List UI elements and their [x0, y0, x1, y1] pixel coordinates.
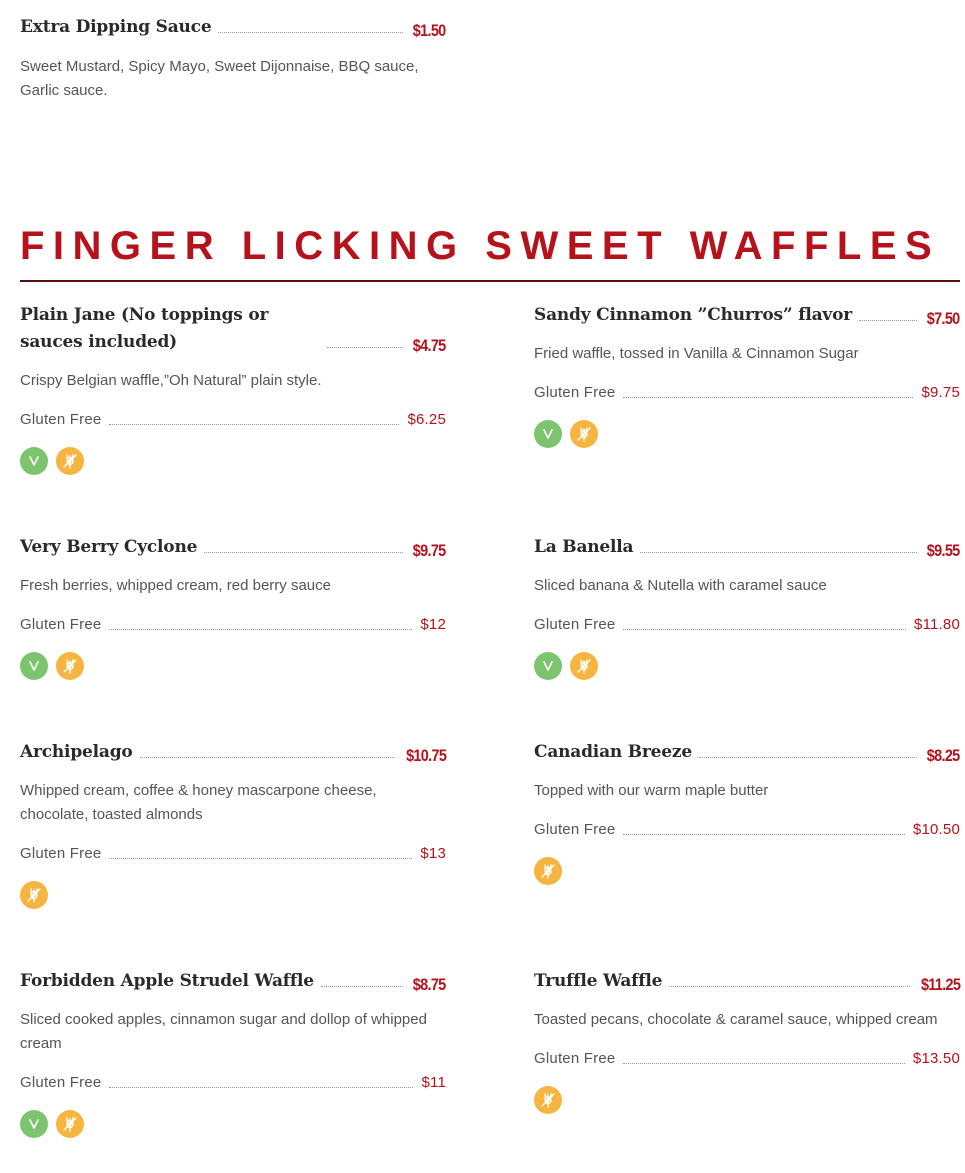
menu-item	[534, 302, 960, 448]
dot-leader	[623, 629, 906, 630]
dot-leader	[218, 32, 403, 33]
gluten-free-price: $11	[421, 1074, 446, 1091]
gluten-free-price: $6.25	[407, 411, 446, 428]
vegan-icon	[20, 652, 48, 680]
item-price: $9.55	[927, 541, 960, 560]
gluten-free-icon	[570, 652, 598, 680]
item-description: Sweet Mustard, Spicy Mayo, Sweet Dijonnaise, BBQ sauce, Garlic sauce.	[20, 58, 419, 99]
gluten-free-label: Gluten Free	[534, 616, 616, 633]
item-name: Forbidden Apple Strudel Waffle	[20, 971, 314, 991]
item-header	[20, 302, 446, 356]
item-description: Fried waffle, tossed in Vanilla & Cinnamon Sugar	[534, 345, 859, 362]
dot-leader	[140, 757, 395, 758]
gluten-free-row	[20, 611, 446, 635]
diet-icons	[534, 857, 960, 885]
section-title: FINGER LICKING SWEET WAFFLES	[20, 224, 941, 268]
gluten-free-row	[20, 840, 446, 864]
item-description: Sliced cooked apples, cinnamon sugar and dollop of whipped cream	[20, 1011, 427, 1052]
diet-icons	[20, 1110, 446, 1138]
item-header	[534, 968, 960, 995]
gluten-free-price: $13	[420, 845, 446, 862]
vegan-icon	[534, 420, 562, 448]
item-name: La Banella	[534, 537, 634, 557]
item-name: Canadian Breeze	[534, 742, 692, 762]
item-price: $1.50	[413, 21, 446, 40]
diet-icons	[534, 652, 960, 680]
menu-item	[20, 739, 446, 909]
gluten-free-label: Gluten Free	[534, 821, 616, 838]
item-price: $7.50	[927, 309, 960, 328]
item-header	[20, 534, 446, 561]
gluten-free-row	[20, 406, 446, 430]
dot-leader	[623, 397, 913, 398]
item-header	[20, 14, 446, 41]
item-price: $9.75	[413, 541, 446, 560]
item-price: $4.75	[413, 336, 446, 355]
gluten-free-icon	[56, 447, 84, 475]
gluten-free-icon	[534, 1086, 562, 1114]
section-divider	[20, 280, 960, 282]
dot-leader	[321, 986, 404, 987]
item-description: Crispy Belgian waffle,”Oh Natural” plain style.	[20, 372, 322, 389]
item-header	[534, 534, 960, 561]
gluten-free-icon	[56, 652, 84, 680]
item-name: Extra Dipping Sauce	[20, 17, 212, 37]
diet-icons	[534, 1086, 960, 1114]
gluten-free-row	[534, 611, 960, 635]
menu-item	[20, 534, 446, 680]
vegan-icon	[534, 652, 562, 680]
gluten-free-icon	[570, 420, 598, 448]
diet-icons	[534, 420, 960, 448]
menu-item	[20, 968, 446, 1138]
vegan-icon	[20, 447, 48, 475]
item-header	[534, 739, 960, 766]
item-name: Very Berry Cyclone	[20, 537, 198, 557]
dot-leader	[859, 320, 917, 321]
gluten-free-price: $9.75	[921, 384, 960, 401]
dot-leader	[640, 552, 917, 553]
dot-leader	[109, 1087, 413, 1088]
gluten-free-row	[534, 1045, 960, 1069]
vegan-icon	[20, 1110, 48, 1138]
dot-leader	[669, 986, 909, 987]
item-description: Sliced banana & Nutella with caramel sauce	[534, 577, 827, 594]
item-header	[20, 968, 446, 995]
gluten-free-row	[534, 816, 960, 840]
dot-leader	[109, 858, 412, 859]
dot-leader	[327, 347, 403, 348]
gluten-free-icon	[534, 857, 562, 885]
item-name: Plain Jane (No toppings or sauces included)	[20, 305, 269, 352]
gluten-free-price: $11.80	[914, 616, 960, 633]
item-name: Archipelago	[20, 742, 133, 762]
item-name: Truffle Waffle	[534, 971, 663, 991]
diet-icons	[20, 447, 446, 475]
item-description: Fresh berries, whipped cream, red berry sauce	[20, 577, 331, 594]
dot-leader	[109, 629, 412, 630]
item-price: $8.75	[413, 975, 446, 994]
dot-leader	[204, 552, 403, 553]
dot-leader	[699, 757, 917, 758]
gluten-free-row	[20, 1069, 446, 1093]
gluten-free-price: $12	[420, 616, 446, 633]
menu-item	[20, 302, 446, 475]
menu-item	[534, 739, 960, 885]
dot-leader	[623, 834, 905, 835]
item-header	[20, 739, 446, 766]
gluten-free-label: Gluten Free	[534, 384, 616, 401]
item-description: Whipped cream, coffee & honey mascarpone cheese, chocolate, toasted almonds	[20, 782, 377, 823]
menu-item	[534, 534, 960, 680]
dot-leader	[109, 424, 399, 425]
item-description: Topped with our warm maple butter	[534, 782, 769, 799]
dot-leader	[623, 1063, 905, 1064]
gluten-free-label: Gluten Free	[534, 1050, 616, 1067]
gluten-free-label: Gluten Free	[20, 411, 102, 428]
diet-icons	[20, 881, 446, 909]
item-name: Sandy Cinnamon ”Churros” flavor	[534, 305, 852, 325]
item-header	[534, 302, 960, 329]
menu-item	[534, 968, 960, 1114]
extra-sauce-item	[20, 14, 446, 103]
gluten-free-row	[534, 379, 960, 403]
item-price: $8.25	[927, 746, 960, 765]
item-price: $10.75	[405, 746, 446, 765]
gluten-free-price: $10.50	[912, 821, 960, 838]
gluten-free-icon	[20, 881, 48, 909]
gluten-free-label: Gluten Free	[20, 1074, 102, 1091]
gluten-free-label: Gluten Free	[20, 616, 102, 633]
diet-icons	[20, 652, 446, 680]
gluten-free-label: Gluten Free	[20, 845, 102, 862]
item-description: Toasted pecans, chocolate & caramel sauce, whipped cream	[534, 1011, 938, 1028]
gluten-free-icon	[56, 1110, 84, 1138]
item-price: $11.25	[920, 975, 960, 994]
gluten-free-price: $13.50	[912, 1050, 960, 1067]
